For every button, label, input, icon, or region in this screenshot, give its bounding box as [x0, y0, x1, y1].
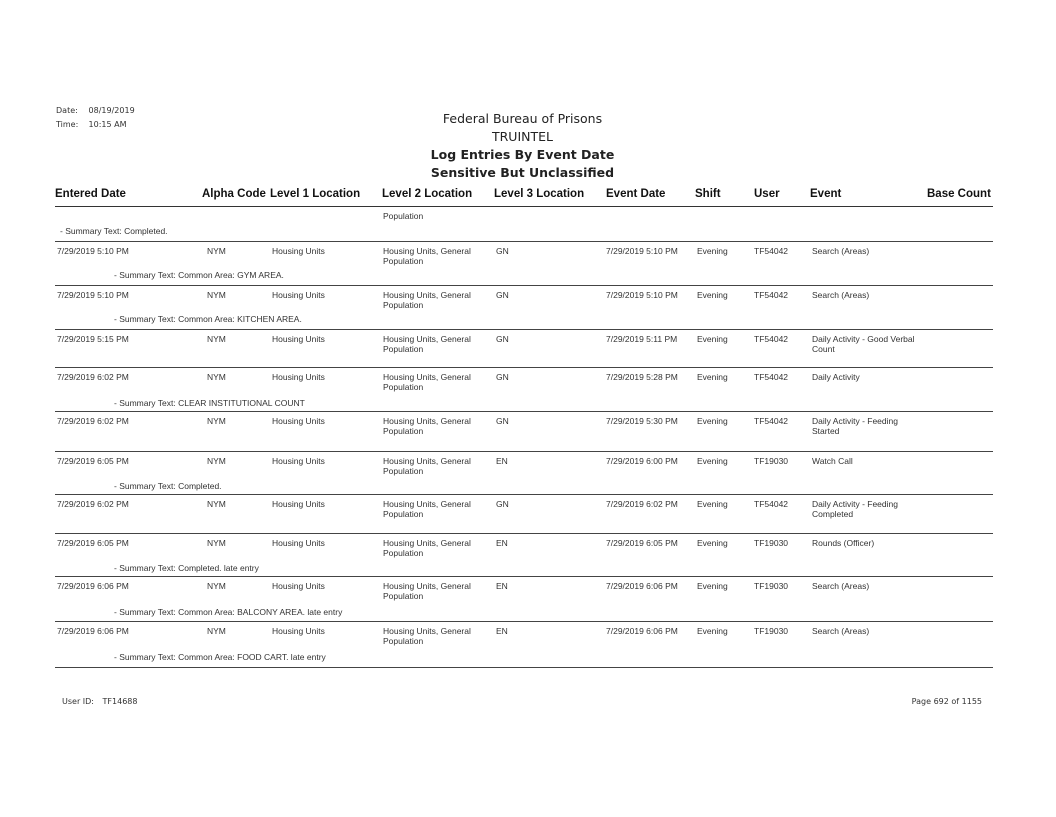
- cell-level1: Housing Units: [272, 456, 325, 466]
- cell-event: Watch Call: [812, 456, 853, 466]
- cell-shift: Evening: [697, 246, 728, 256]
- cell-event: Daily Activity - Feeding Completed: [812, 499, 898, 519]
- cell-level1: Housing Units: [272, 290, 325, 300]
- cell-user: TF19030: [754, 581, 789, 591]
- date-label: Date:: [56, 106, 78, 115]
- cell-event-date: 7/29/2019 5:30 PM: [606, 416, 678, 426]
- cell-event: Daily Activity - Feeding Started: [812, 416, 898, 436]
- cell-alpha-code: NYM: [207, 246, 226, 256]
- cell-level2: Housing Units, General Population: [383, 499, 471, 519]
- row-rule: [55, 285, 993, 286]
- col-base-count: Base Count: [927, 188, 991, 200]
- cell-level3: GN: [496, 246, 509, 256]
- cell-user: TF19030: [754, 626, 789, 636]
- report-time: [56, 120, 127, 129]
- cell-event-date: 7/29/2019 5:11 PM: [606, 334, 678, 344]
- cell-level3: GN: [496, 334, 509, 344]
- cell-shift: Evening: [697, 372, 728, 382]
- cell-level3: GN: [496, 416, 509, 426]
- carryover-summary: - Summary Text: Completed.: [60, 226, 168, 236]
- cell-user: TF19030: [754, 456, 789, 466]
- cell-level3: EN: [496, 581, 508, 591]
- cell-level1: Housing Units: [272, 538, 325, 548]
- cell-entered-date: 7/29/2019 6:02 PM: [57, 372, 129, 382]
- cell-event: Search (Areas): [812, 290, 870, 300]
- row-rule: [55, 451, 993, 452]
- cell-level1: Housing Units: [272, 499, 325, 509]
- header-rule: [55, 206, 993, 207]
- row-rule: [55, 533, 993, 534]
- cell-level1: Housing Units: [272, 334, 325, 344]
- time-label: Time:: [56, 120, 79, 129]
- cell-user: TF54042: [754, 416, 789, 426]
- date-value: 08/19/2019: [88, 106, 135, 115]
- col-event-date: Event Date: [606, 188, 666, 200]
- row-rule: [55, 367, 993, 368]
- row-summary: - Summary Text: Common Area: KITCHEN AREA.: [114, 314, 302, 324]
- row-summary: - Summary Text: Completed. late entry: [114, 563, 259, 573]
- report-title: Log Entries By Event Date: [430, 147, 615, 162]
- cell-level2: Housing Units, General Population: [383, 290, 471, 310]
- cell-level1: Housing Units: [272, 246, 325, 256]
- cell-level2: Housing Units, General Population: [383, 246, 471, 266]
- cell-alpha-code: NYM: [207, 456, 226, 466]
- carryover-level2: Population: [383, 211, 424, 221]
- cell-alpha-code: NYM: [207, 581, 226, 591]
- cell-entered-date: 7/29/2019 6:05 PM: [57, 456, 129, 466]
- cell-level2: Housing Units, General Population: [383, 581, 471, 601]
- cell-shift: Evening: [697, 416, 728, 426]
- cell-shift: Evening: [697, 499, 728, 509]
- page-number: Page 692 of 1155: [911, 697, 982, 706]
- cell-entered-date: 7/29/2019 5:10 PM: [57, 290, 129, 300]
- col-entered-date: Entered Date: [55, 188, 126, 200]
- cell-level3: GN: [496, 499, 509, 509]
- cell-entered-date: 7/29/2019 6:02 PM: [57, 416, 129, 426]
- cell-event-date: 7/29/2019 5:10 PM: [606, 290, 678, 300]
- cell-shift: Evening: [697, 626, 728, 636]
- cell-entered-date: 7/29/2019 6:05 PM: [57, 538, 129, 548]
- cell-event-date: 7/29/2019 6:06 PM: [606, 581, 678, 591]
- cell-level2: Housing Units, General Population: [383, 626, 471, 646]
- cell-user: TF54042: [754, 334, 789, 344]
- cell-user: TF54042: [754, 499, 789, 509]
- row-rule: [55, 411, 993, 412]
- cell-alpha-code: NYM: [207, 416, 226, 426]
- row-rule: [55, 494, 993, 495]
- cell-level3: EN: [496, 538, 508, 548]
- cell-event: Search (Areas): [812, 246, 870, 256]
- cell-level1: Housing Units: [272, 581, 325, 591]
- cell-event-date: 7/29/2019 6:00 PM: [606, 456, 678, 466]
- cell-entered-date: 7/29/2019 5:15 PM: [57, 334, 129, 344]
- cell-user: TF54042: [754, 372, 789, 382]
- cell-event-date: 7/29/2019 6:02 PM: [606, 499, 678, 509]
- row-rule: [55, 576, 993, 577]
- cell-user: TF19030: [754, 538, 789, 548]
- cell-level3: GN: [496, 290, 509, 300]
- cell-level1: Housing Units: [272, 372, 325, 382]
- org-name: Federal Bureau of Prisons: [442, 111, 603, 126]
- system-name: TRUINTEL: [491, 129, 553, 144]
- row-rule: [55, 621, 993, 622]
- cell-alpha-code: NYM: [207, 499, 226, 509]
- footer-user: [62, 697, 137, 706]
- report-date: [56, 106, 135, 115]
- classification: Sensitive But Unclassified: [430, 165, 615, 180]
- row-summary: - Summary Text: CLEAR INSTITUTIONAL COUNT: [114, 398, 305, 408]
- row-rule: [55, 329, 993, 330]
- cell-event-date: 7/29/2019 5:10 PM: [606, 246, 678, 256]
- cell-event-date: 7/29/2019 6:06 PM: [606, 626, 678, 636]
- cell-shift: Evening: [697, 290, 728, 300]
- cell-level2: Housing Units, General Population: [383, 456, 471, 476]
- cell-shift: Evening: [697, 581, 728, 591]
- cell-event: Search (Areas): [812, 581, 870, 591]
- report-title-block: [380, 110, 665, 182]
- col-alpha-code: Alpha Code: [202, 188, 266, 200]
- cell-event-date: 7/29/2019 5:28 PM: [606, 372, 678, 382]
- cell-alpha-code: NYM: [207, 290, 226, 300]
- cell-level1: Housing Units: [272, 626, 325, 636]
- cell-event: Daily Activity - Good Verbal Count: [812, 334, 915, 354]
- col-event: Event: [810, 188, 842, 200]
- cell-level1: Housing Units: [272, 416, 325, 426]
- row-summary: - Summary Text: Completed.: [114, 481, 222, 491]
- col-level3: Level 3 Location: [494, 188, 585, 200]
- cell-level2: Housing Units, General Population: [383, 372, 471, 392]
- cell-level3: EN: [496, 626, 508, 636]
- cell-level2: Housing Units, General Population: [383, 416, 471, 436]
- cell-alpha-code: NYM: [207, 626, 226, 636]
- cell-user: TF54042: [754, 246, 789, 256]
- time-value: 10:15 AM: [88, 120, 127, 129]
- cell-level3: EN: [496, 456, 508, 466]
- cell-shift: Evening: [697, 334, 728, 344]
- col-shift: Shift: [695, 188, 721, 200]
- cell-entered-date: 7/29/2019 6:06 PM: [57, 626, 129, 636]
- user-id-value: TF14688: [102, 697, 138, 706]
- col-level1: Level 1 Location: [270, 188, 361, 200]
- cell-event: Search (Areas): [812, 626, 870, 636]
- cell-entered-date: 7/29/2019 6:06 PM: [57, 581, 129, 591]
- cell-user: TF54042: [754, 290, 789, 300]
- cell-alpha-code: NYM: [207, 372, 226, 382]
- cell-event: Rounds (Officer): [812, 538, 875, 548]
- col-level2: Level 2 Location: [382, 188, 473, 200]
- row-summary: - Summary Text: Common Area: BALCONY AREA. late entry: [114, 607, 343, 617]
- cell-shift: Evening: [697, 538, 728, 548]
- user-id-label: User ID:: [62, 697, 94, 706]
- cell-entered-date: 7/29/2019 6:02 PM: [57, 499, 129, 509]
- cell-level2: Housing Units, General Population: [383, 538, 471, 558]
- row-rule: [55, 241, 993, 242]
- cell-level3: GN: [496, 372, 509, 382]
- row-summary: - Summary Text: Common Area: GYM AREA.: [114, 270, 284, 280]
- row-summary: - Summary Text: Common Area: FOOD CART. late entry: [114, 652, 326, 662]
- table-bottom-rule: [55, 667, 993, 668]
- col-user: User: [754, 188, 780, 200]
- cell-shift: Evening: [697, 456, 728, 466]
- cell-event-date: 7/29/2019 6:05 PM: [606, 538, 678, 548]
- cell-level2: Housing Units, General Population: [383, 334, 471, 354]
- cell-alpha-code: NYM: [207, 538, 226, 548]
- cell-event: Daily Activity: [812, 372, 860, 382]
- cell-entered-date: 7/29/2019 5:10 PM: [57, 246, 129, 256]
- cell-alpha-code: NYM: [207, 334, 226, 344]
